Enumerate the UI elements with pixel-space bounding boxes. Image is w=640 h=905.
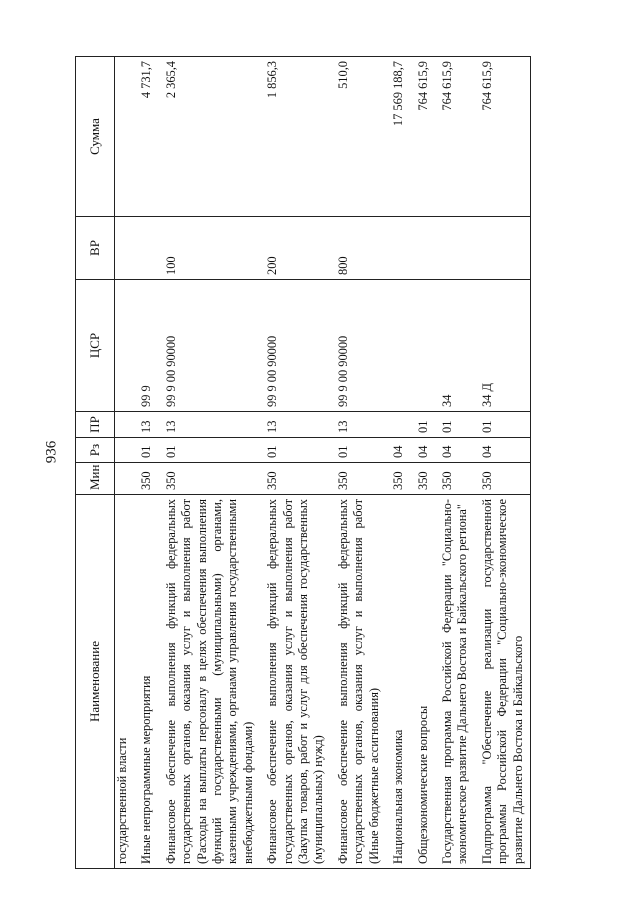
row-csr: 99 9 [134, 280, 158, 412]
row-rz: 01 [331, 438, 386, 463]
row-pr: 01 [411, 412, 435, 438]
row-min: 350 [159, 463, 260, 495]
table-row [134, 57, 158, 869]
row-vr [411, 217, 435, 280]
row-sum: 764 615,9 [435, 57, 475, 217]
budget-table [75, 56, 531, 869]
row-csr: 99 9 00 90000 [159, 280, 260, 412]
row-csr: 99 9 00 90000 [260, 280, 331, 412]
row-min: 350 [435, 463, 475, 495]
row-vr [435, 217, 475, 280]
row-pr [386, 412, 410, 438]
row-min: 350 [386, 463, 410, 495]
row-min [115, 463, 135, 495]
row-sum: 2 365,4 [159, 57, 260, 217]
row-pr: 01 [435, 412, 475, 438]
row-rz: 04 [435, 438, 475, 463]
row-rz: 01 [134, 438, 158, 463]
row-sum: 764 615,9 [411, 57, 435, 217]
row-name: Государственная программа Российской Федерации "Социально-экономическое развитие Дальнего Востока и Байкальского региона" [435, 495, 475, 869]
row-sum: 17 569 188,7 [386, 57, 410, 217]
row-vr: 200 [260, 217, 331, 280]
row-pr: 13 [260, 412, 331, 438]
row-sum [115, 57, 135, 217]
row-rz: 01 [159, 438, 260, 463]
table-row [475, 57, 531, 869]
row-pr [115, 412, 135, 438]
row-min: 350 [134, 463, 158, 495]
row-min: 350 [475, 463, 531, 495]
row-sum: 1 856,3 [260, 57, 331, 217]
row-name: Иные непрограммные мероприятия [134, 495, 158, 869]
rotated-page-content [75, 57, 599, 869]
row-min: 350 [411, 463, 435, 495]
row-csr [115, 280, 135, 412]
table-row [115, 57, 135, 869]
row-pr: 13 [134, 412, 158, 438]
row-rz: 04 [411, 438, 435, 463]
row-vr: 100 [159, 217, 260, 280]
row-sum: 510,0 [331, 57, 386, 217]
table-row [331, 57, 386, 869]
row-pr: 13 [331, 412, 386, 438]
row-csr: 34 [435, 280, 475, 412]
row-rz: 04 [386, 438, 410, 463]
page-number: 936 [43, 440, 60, 464]
header-vr: ВР [76, 217, 115, 280]
row-rz [115, 438, 135, 463]
row-name: Общеэкономические вопросы [411, 495, 435, 869]
row-rz: 01 [260, 438, 331, 463]
row-csr: 34 Д [475, 280, 531, 412]
row-pr: 13 [159, 412, 260, 438]
row-min: 350 [260, 463, 331, 495]
header-sum: Сумма [76, 57, 115, 217]
row-sum: 4 731,7 [134, 57, 158, 217]
table-row [411, 57, 435, 869]
row-csr: 99 9 00 90000 [331, 280, 386, 412]
row-rz: 04 [475, 438, 531, 463]
row-vr [475, 217, 531, 280]
row-name: Финансовое обеспечение выполнения функций федеральных государственных органов, оказания услуг и выполнения работ (Иные бюджетные ассигнования) [331, 495, 386, 869]
row-name: Подпрограмма "Обеспечение реализации государственной программы Российской Федерации "Социально-экономическое развитие Дальнего Востока и Байкальского [475, 495, 531, 869]
row-vr [115, 217, 135, 280]
row-name: Финансовое обеспечение выполнения функций федеральных государственных органов, оказания услуг и выполнения работ (Закупка товаров, работ и услуг для обеспечения государственных (муниципальных) нужд) [260, 495, 331, 869]
table-row [386, 57, 410, 869]
row-vr [386, 217, 410, 280]
row-csr [386, 280, 410, 412]
row-csr [411, 280, 435, 412]
header-min: Мин [76, 463, 115, 495]
header-name: Наименование [76, 495, 115, 869]
header-csr: ЦСР [76, 280, 115, 412]
table-row [435, 57, 475, 869]
row-name: Финансовое обеспечение выполнения функций федеральных государственных органов, оказания услуг и выполнения работ (Расходы на выплаты персоналу в целях обеспечения выполнения функций государственными (муниципальными) органами, казенными учреждениями, органами управления государственными внебюджетными фондами) [159, 495, 260, 869]
row-min: 350 [331, 463, 386, 495]
row-vr [134, 217, 158, 280]
row-name: Национальная экономика [386, 495, 410, 869]
table-header-row [76, 57, 115, 869]
header-rz: Рз [76, 438, 115, 463]
row-sum: 764 615,9 [475, 57, 531, 217]
row-pr: 01 [475, 412, 531, 438]
table-row [159, 57, 260, 869]
row-name: государственной власти [115, 495, 135, 869]
row-vr: 800 [331, 217, 386, 280]
header-pr: ПР [76, 412, 115, 438]
table-row [260, 57, 331, 869]
